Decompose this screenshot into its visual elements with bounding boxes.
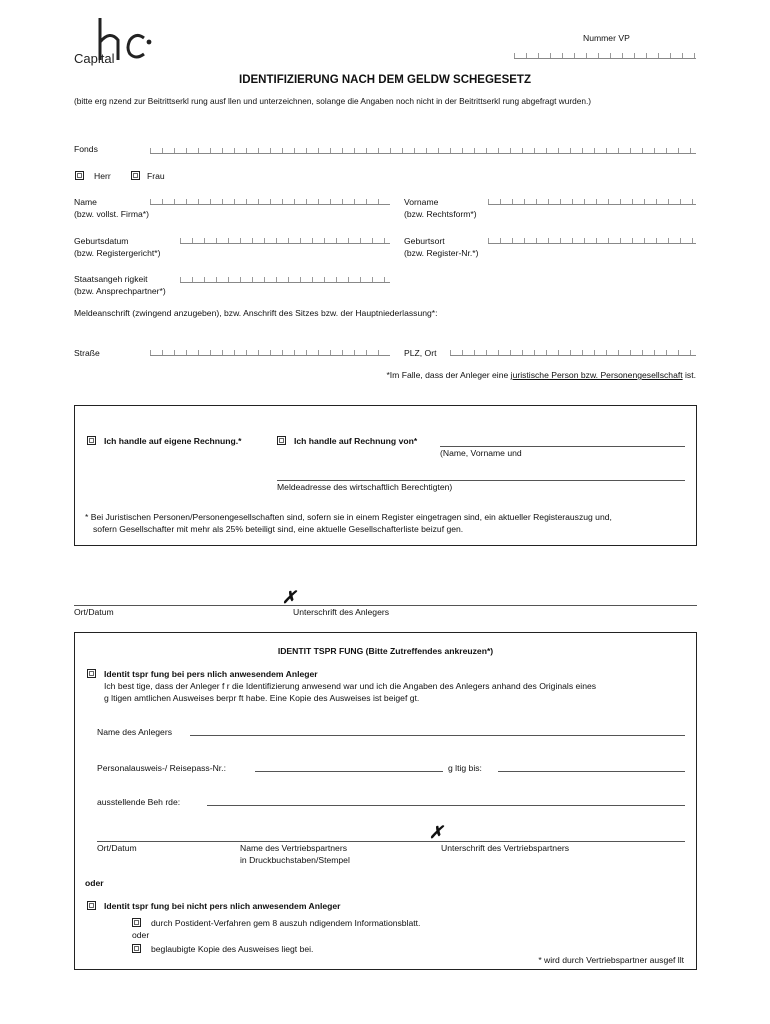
name-anleger-label: Name des Anlegers (97, 727, 172, 737)
strasse-field[interactable] (150, 350, 390, 356)
staatsangehoerigkeit-field[interactable] (180, 277, 390, 283)
geburtsdatum-field[interactable] (180, 238, 390, 244)
page-title: IDENTIFIZIERUNG NACH DEM GELDW SCHEGESETZ (239, 74, 531, 86)
rechnung-note-line2: sofern Gesellschafter mit mehr als 25% beteiligt sind, eine aktuelle Gesellschafterliste beizuf gen. (93, 524, 464, 534)
footnote-post: ist. (682, 370, 696, 380)
frau-label: Frau (147, 171, 165, 181)
eigene-rechnung-label: Ich handle auf eigene Rechnung.* (104, 436, 242, 446)
beglaubigt-checkbox[interactable] (132, 944, 141, 953)
anwesend-text-line2: g ltigen amtlichen Ausweises berpr ft habe. Eine Kopie des Ausweises ist beigef gt. (104, 693, 420, 703)
gueltig-line[interactable] (498, 771, 685, 772)
signature-x-icon: ✗ (282, 588, 297, 607)
rechnung-von-name-line[interactable] (440, 446, 685, 447)
anleger-ort-datum-label: Ort/Datum (74, 607, 114, 617)
footnote-link: juristische Person bzw. Personengesellschaft (510, 370, 683, 380)
behoerde-label: ausstellende Beh rde: (97, 797, 181, 807)
rechnung-von-name-hint: (Name, Vorname und (440, 448, 522, 458)
postident-label: durch Postident-Verfahren gem 8 auszuh ndigendem Informationsblatt. (151, 918, 421, 928)
oder-label-2: oder (132, 930, 150, 940)
logo-mark (96, 18, 154, 62)
anwesend-text-line1: Ich best tige, dass der Anleger f r die Identifizierung anwesend war und ich die Angaben des Anlegers anhand des Originals eines (104, 681, 597, 691)
rechnung-von-label: Ich handle auf Rechnung von* (294, 436, 418, 446)
gueltig-label: g ltig bis: (448, 763, 482, 773)
rechnung-note-line1: * Bei Juristischen Personen/Personengesellschaften sind, sofern sie in einem Register eingetragen sind, ein aktueller Registerauszug und, (85, 512, 612, 522)
oder-label: oder (85, 878, 104, 888)
frau-checkbox[interactable] (131, 171, 140, 180)
anwesend-checkbox[interactable] (87, 669, 96, 678)
vorname-label: Vorname (404, 197, 439, 207)
vp-name-label: Name des Vertriebspartners (240, 843, 347, 853)
strasse-label: Straße (74, 348, 100, 358)
footnote-pre: *Im Falle, dass der Anleger eine (386, 370, 511, 380)
staatsangehoerigkeit-label: Staatsangeh rigkeit (74, 274, 148, 284)
vp-name-sublabel: in Druckbuchstaben/Stempel (240, 855, 350, 865)
geburtsort-sublabel: (bzw. Register-Nr.*) (404, 248, 479, 258)
name-anleger-line[interactable] (190, 735, 685, 736)
rechnung-von-checkbox[interactable] (277, 436, 286, 445)
geburtsdatum-sublabel: (bzw. Registergericht*) (74, 248, 161, 258)
pruefung-title: IDENTIT TSPR FUNG (Bitte Zutreffendes ankreuzen*) (277, 646, 494, 656)
staatsangehoerigkeit-sublabel: (bzw. Ansprechpartner*) (74, 286, 166, 296)
geburtsort-label: Geburtsort (404, 236, 445, 246)
ausweis-nr-label: Personalausweis-/ Reisepass-Nr.: (97, 763, 226, 773)
pruefung-footer-note: * wird durch Vertriebspartner ausgef llt (538, 955, 684, 965)
juristische-person-footnote (386, 370, 696, 380)
nicht-anwesend-checkbox[interactable] (87, 901, 96, 910)
name-sublabel: (bzw. vollst. Firma*) (74, 209, 149, 219)
plz-ort-field[interactable] (450, 350, 696, 356)
anwesend-title: Identit tspr fung bei pers nlich anwesendem Anleger (104, 669, 318, 679)
vp-signature-line[interactable] (97, 841, 685, 842)
nummer-vp-label: Nummer VP (583, 33, 630, 43)
logo-text: Capital (74, 51, 115, 66)
fonds-field[interactable] (150, 148, 696, 154)
identitaetspruefung-box (74, 632, 697, 970)
name-label: Name (74, 197, 97, 207)
anleger-signature-line[interactable] (74, 605, 697, 606)
ausweis-nr-line[interactable] (255, 771, 443, 772)
herr-checkbox[interactable] (75, 171, 84, 180)
melde-hint: Meldeadresse des wirtschaftlich Berechtigten) (277, 482, 453, 492)
rechnung-box (74, 405, 697, 546)
geburtsort-field[interactable] (488, 238, 696, 244)
page-subtitle: (bitte erg nzend zur Beitrittserkl rung ausf llen und unterzeichnen, solange die Angaben noch nicht in der Beitrittserkl rung abgefragt wurden.) (74, 96, 592, 106)
beglaubigt-label: beglaubigte Kopie des Ausweises liegt bei. (151, 944, 314, 954)
name-field[interactable] (150, 199, 390, 205)
behoerde-line[interactable] (207, 805, 685, 806)
anleger-unterschrift-label: Unterschrift des Anlegers (293, 607, 390, 617)
nicht-anwesend-title: Identit tspr fung bei nicht pers nlich anwesendem Anleger (104, 901, 341, 911)
plz-ort-label: PLZ, Ort (404, 348, 437, 358)
vorname-sublabel: (bzw. Rechtsform*) (404, 209, 477, 219)
vp-signature-x-icon: ✗ (429, 823, 444, 842)
meldeanschrift-label: Meldeanschrift (zwingend anzugeben), bzw. Anschrift des Sitzes bzw. der Hauptniederlassung*: (74, 308, 438, 318)
postident-checkbox[interactable] (132, 918, 141, 927)
vp-unterschrift-label: Unterschrift des Vertriebspartners (441, 843, 570, 853)
nummer-vp-field[interactable] (514, 53, 696, 59)
fonds-label: Fonds (74, 144, 98, 154)
geburtsdatum-label: Geburtsdatum (74, 236, 129, 246)
vp-ort-datum-label: Ort/Datum (97, 843, 137, 853)
herr-label: Herr (94, 171, 111, 181)
vorname-field[interactable] (488, 199, 696, 205)
eigene-rechnung-checkbox[interactable] (87, 436, 96, 445)
melde-line[interactable] (277, 480, 685, 481)
